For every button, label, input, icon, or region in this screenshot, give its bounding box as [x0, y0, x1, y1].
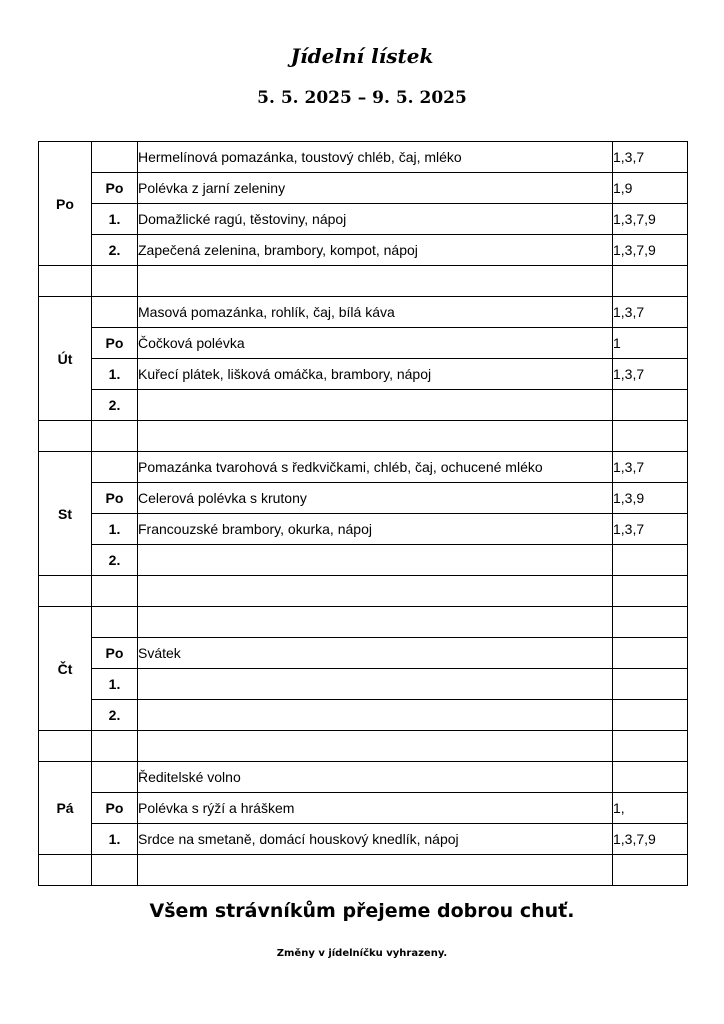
empty-cell [39, 421, 92, 452]
table-row [39, 142, 688, 173]
empty-cell [613, 576, 688, 607]
empty-cell [613, 855, 688, 886]
allergen-codes: 1,3,7,9 [613, 824, 688, 855]
allergen-codes: 1,3,7 [613, 297, 688, 328]
meal-code [92, 142, 138, 173]
menu-table [38, 141, 688, 886]
empty-cell [39, 576, 92, 607]
empty-cell [39, 731, 92, 762]
meal-code: 2. [92, 235, 138, 266]
separator-row [39, 266, 688, 297]
meal-description [138, 607, 613, 638]
table-row [39, 514, 688, 545]
allergen-codes [613, 638, 688, 669]
meal-description: Srdce na smetaně, domácí houskový knedlík, nápoj [138, 824, 613, 855]
meal-description: Hermelínová pomazánka, toustový chléb, čaj, mléko [138, 142, 613, 173]
meal-description [138, 545, 613, 576]
empty-cell [39, 266, 92, 297]
meal-description: Pomazánka tvarohová s ředkvičkami, chléb, čaj, ochucené mléko [138, 452, 613, 483]
empty-cell [138, 731, 613, 762]
table-row [39, 762, 688, 793]
meal-description: Francouzské brambory, okurka, nápoj [138, 514, 613, 545]
separator-row [39, 731, 688, 762]
table-row [39, 204, 688, 235]
meal-code [92, 452, 138, 483]
empty-cell [613, 421, 688, 452]
separator-row [39, 421, 688, 452]
meal-description: Svátek [138, 638, 613, 669]
empty-cell [92, 576, 138, 607]
date-range: 5. 5. 2025 – 9. 5. 2025 [257, 88, 467, 108]
empty-cell [92, 855, 138, 886]
table-row [39, 607, 688, 638]
meal-code: 2. [92, 700, 138, 731]
separator-row [39, 576, 688, 607]
empty-cell [138, 266, 613, 297]
allergen-codes [613, 607, 688, 638]
table-row [39, 452, 688, 483]
day-label: Čt [39, 607, 92, 731]
meal-code: 1. [92, 514, 138, 545]
empty-cell [92, 731, 138, 762]
meal-code: Po [92, 793, 138, 824]
empty-cell [138, 421, 613, 452]
day-label: Po [39, 142, 92, 266]
table-row [39, 793, 688, 824]
meal-code: 1. [92, 359, 138, 390]
day-label: Pá [39, 762, 92, 855]
meal-description: Kuřecí plátek, lišková omáčka, brambory, nápoj [138, 359, 613, 390]
meal-description [138, 700, 613, 731]
empty-cell [613, 266, 688, 297]
meal-description: Celerová polévka s krutony [138, 483, 613, 514]
table-row [39, 669, 688, 700]
allergen-codes: 1, [613, 793, 688, 824]
page-title: Jídelní lístek [290, 44, 434, 68]
meal-code [92, 762, 138, 793]
meal-code: Po [92, 638, 138, 669]
meal-code: 1. [92, 824, 138, 855]
meal-description: Polévka s rýží a hráškem [138, 793, 613, 824]
separator-row [39, 855, 688, 886]
menu-table-body [39, 142, 688, 886]
empty-cell [39, 855, 92, 886]
allergen-codes: 1,3,7 [613, 142, 688, 173]
meal-code: Po [92, 328, 138, 359]
meal-code: Po [92, 173, 138, 204]
meal-description: Ředitelské volno [138, 762, 613, 793]
allergen-codes: 1,3,7 [613, 452, 688, 483]
allergen-codes: 1,9 [613, 173, 688, 204]
allergen-codes [613, 762, 688, 793]
meal-description: Čočková polévka [138, 328, 613, 359]
changes-note: Změny v jídelníčku vyhrazeny. [276, 948, 448, 959]
table-row [39, 824, 688, 855]
meal-code: 1. [92, 204, 138, 235]
table-row [39, 173, 688, 204]
empty-cell [92, 421, 138, 452]
meal-code: Po [92, 483, 138, 514]
meal-description: Zapečená zelenina, brambory, kompot, nápoj [138, 235, 613, 266]
table-row [39, 297, 688, 328]
table-row [39, 700, 688, 731]
table-row [39, 638, 688, 669]
meal-code [92, 297, 138, 328]
allergen-codes: 1,3,7 [613, 514, 688, 545]
meal-description: Masová pomazánka, rohlík, čaj, bílá káva [138, 297, 613, 328]
meal-code: 2. [92, 390, 138, 421]
allergen-codes: 1,3,9 [613, 483, 688, 514]
empty-cell [138, 576, 613, 607]
meal-code: 1. [92, 669, 138, 700]
day-label: Út [39, 297, 92, 421]
allergen-codes: 1,3,7,9 [613, 235, 688, 266]
allergen-codes [613, 669, 688, 700]
empty-cell [138, 855, 613, 886]
meal-description: Domažlické ragú, těstoviny, nápoj [138, 204, 613, 235]
allergen-codes: 1,3,7,9 [613, 204, 688, 235]
allergen-codes [613, 700, 688, 731]
table-row [39, 359, 688, 390]
meal-code: 2. [92, 545, 138, 576]
allergen-codes: 1 [613, 328, 688, 359]
meal-description: Polévka z jarní zeleniny [138, 173, 613, 204]
allergen-codes [613, 545, 688, 576]
table-row [39, 390, 688, 421]
meal-code [92, 607, 138, 638]
empty-cell [613, 731, 688, 762]
meal-description [138, 390, 613, 421]
allergen-codes: 1,3,7 [613, 359, 688, 390]
closing-wish: Všem strávníkům přejeme dobrou chuť. [149, 900, 575, 922]
table-row [39, 483, 688, 514]
table-row [39, 235, 688, 266]
allergen-codes [613, 390, 688, 421]
table-row [39, 328, 688, 359]
day-label: St [39, 452, 92, 576]
meal-description [138, 669, 613, 700]
table-row [39, 545, 688, 576]
empty-cell [92, 266, 138, 297]
